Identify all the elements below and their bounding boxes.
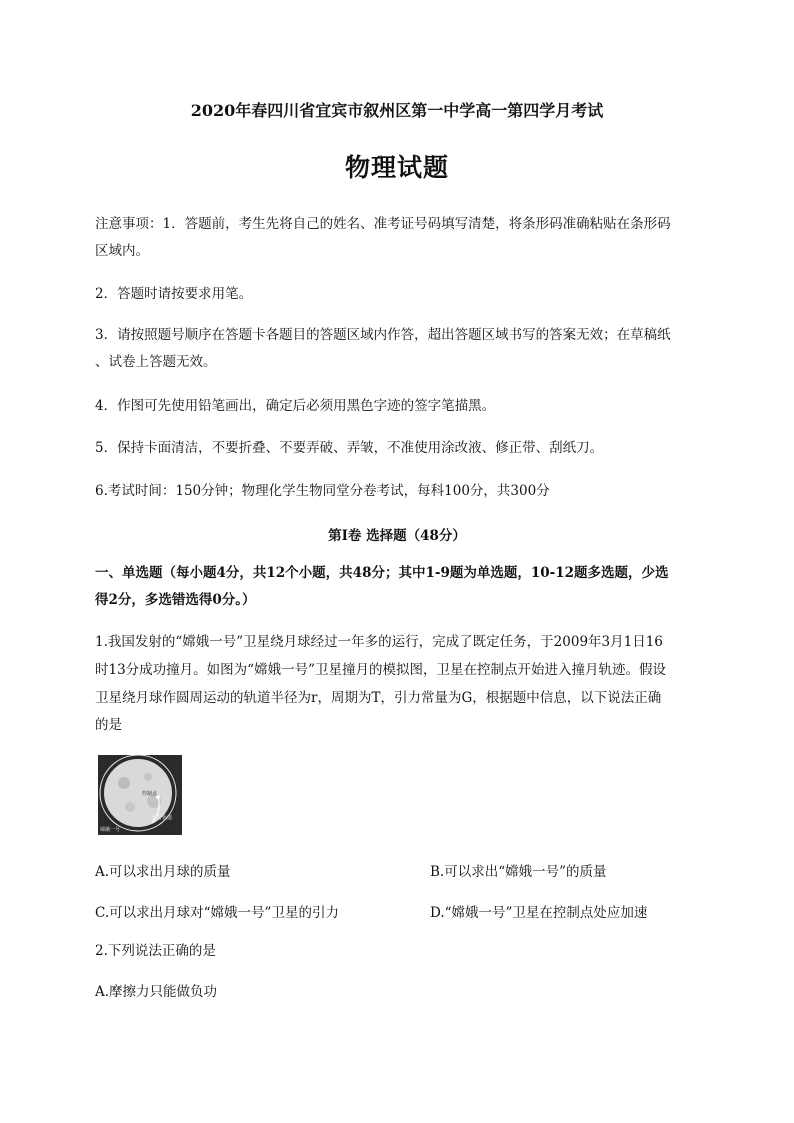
- q1-stem-line-4: 的是: [95, 717, 122, 733]
- q2-option-a: A.摩擦力只能做负功: [95, 984, 218, 1000]
- q1-option-d: D.“嫦娥一号”卫星在控制点处应加速: [430, 905, 648, 921]
- subject-title: 物理试题: [344, 153, 449, 182]
- q1-stem-line-2: 时13分成功撞月。如图为“嫦娥一号”卫星撞月的模拟图，卫星在控制点开始进入撞月轨迹。假设: [95, 662, 666, 678]
- moon-diagram: [98, 755, 182, 835]
- moon-impact-figure: [98, 755, 182, 835]
- q1-option-c: C.可以求出月球对“嫦娥一号”卫星的引力: [95, 905, 339, 921]
- note-line-2: 2．答题时请按要求用笔。: [95, 286, 253, 302]
- note-line-1: 注意事项：1．答题前，考生先将自己的姓名、准考证号码填写清楚，将条形码准确粘贴在条形码: [95, 216, 671, 232]
- section-title: 第I卷 选择题（48分）: [328, 528, 466, 544]
- q1-option-b: B.可以求出“嫦娥一号”的质量: [430, 864, 607, 880]
- note-line-3: 3．请按照题号顺序在答题卡各题目的答题区域内作答，超出答题区域书写的答案无效；在草稿纸: [95, 327, 671, 343]
- label-satellite: 嫦娥一号: [100, 827, 121, 833]
- note-line-4: 4．作图可先使用铅笔画出，确定后必须用黑色字迹的签字笔描黑。: [95, 398, 496, 414]
- part1-instructions-line-2: 得2分，多选错选得0分。）: [95, 592, 256, 608]
- part1-instructions-line-1: 一、单选题（每小题4分，共12个小题，共48分；其中1-9题为单选题，10-12题多选题，少选: [95, 565, 669, 581]
- q1-stem-line-1: 1.我国发射的“嫦娥一号”卫星绕月球经过一年多的运行，完成了既定任务，于2009年3月1日16: [95, 634, 663, 650]
- label-impact-orbit: 撞月轨道: [152, 815, 173, 821]
- q2-stem: 2.下列说法正确的是: [95, 943, 216, 959]
- note-line-3b: 、试卷上答题无效。: [95, 354, 217, 370]
- exam-title: 2020年春四川省宜宾市叙州区第一中学高一第四学月考试: [190, 101, 604, 120]
- q1-stem-line-3: 卫星绕月球作圆周运动的轨道半径为r，周期为T，引力常量为G，根据题中信息，以下说法正确: [95, 690, 662, 706]
- label-control-point: 控制点: [142, 791, 158, 797]
- note-line-5: 5．保持卡面清洁，不要折叠、不要弄破、弄皱，不准使用涂改液、修正带、刮纸刀。: [95, 440, 604, 456]
- note-line-6: 6.考试时间：150分钟；物理化学生物同堂分卷考试，每科100分，共300分: [95, 483, 550, 499]
- note-line-1b: 区域内。: [95, 243, 149, 259]
- q1-option-a: A.可以求出月球的质量: [95, 864, 231, 880]
